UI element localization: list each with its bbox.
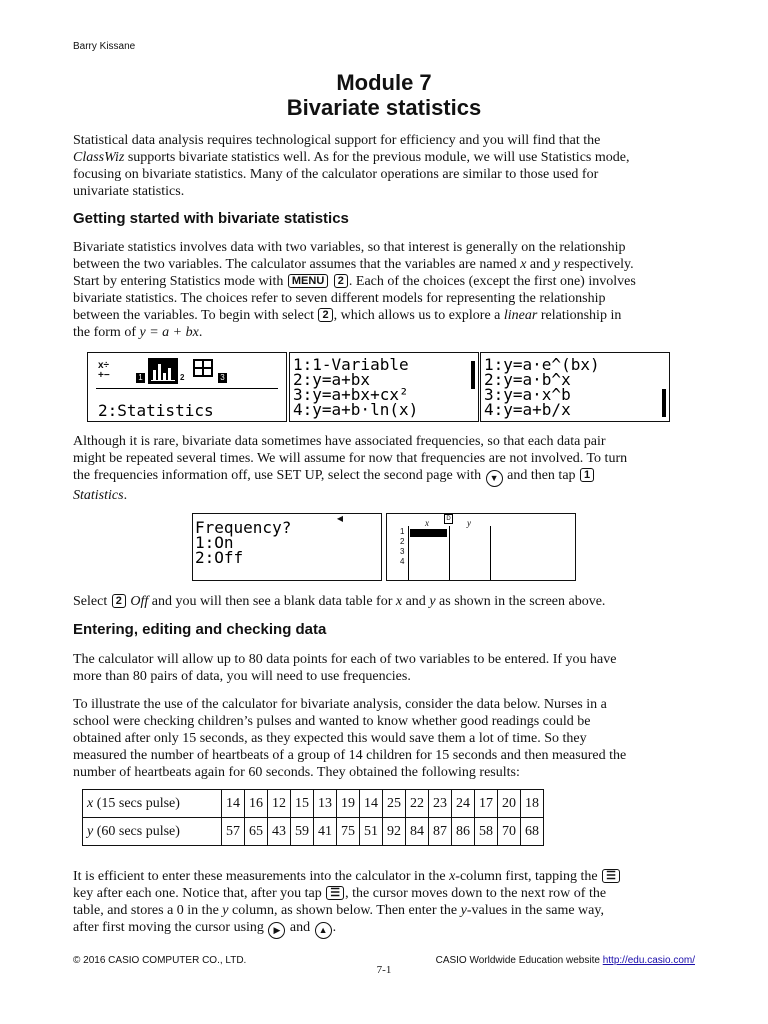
calc-screen-menu: [87, 352, 287, 422]
stat-type-item: 1:1-Variable: [293, 355, 409, 374]
table-cell-y: 65: [245, 818, 268, 846]
stat-type-item: 4:y=a+b/x: [484, 400, 571, 419]
table-cursor: [410, 529, 447, 537]
select-off-paragraph: Select 2 Off and you will then see a blank data table for x and y as shown in the screen above.: [73, 594, 606, 609]
equals-key-icon: ☰: [326, 886, 344, 900]
frequency-paragraph: Although it is rare, bivariate data sometimes have associated frequencies, so that each data pair might be repeated several times. We will assume for now that frequencies are not involved. To turn the frequencies information off, use SET UP, select the second page with ▼ and then tap 1 Statistics.: [73, 434, 628, 503]
section-heading-entering-data: Entering, editing and checking data: [73, 621, 327, 638]
author-name: Barry Kissane: [73, 41, 136, 52]
row-number: 3: [400, 547, 405, 556]
key-1-icon: 1: [580, 468, 594, 482]
row-label-y: y (60 secs pulse): [83, 818, 222, 846]
table-cell-x: 24: [452, 790, 475, 818]
scrollbar: [471, 361, 475, 389]
key-2-icon: 2: [318, 308, 332, 322]
scrollbar: [662, 389, 666, 417]
table-cell-x: 25: [383, 790, 406, 818]
degree-indicator: D: [444, 514, 453, 524]
table-cell-x: 23: [429, 790, 452, 818]
row-label-x: x (15 secs pulse): [83, 790, 222, 818]
getting-started-paragraph: Bivariate statistics involves data with two variables, so that interest is generally on the relationship between the two variables. The calculator assumes that the variables are named x and y respectively. Start by entering Statistics mode with MENU 2 . Each of the choices (except the first one) involves bivariate statistics. The choices refer to seven different models for representing the relationship between the variables. To begin with select 2 , which allows us to explore a linear relationship in the form of y = a + bx.: [73, 240, 636, 340]
down-arrow-key-icon: ▼: [486, 470, 503, 487]
stat-type-item: 1:y=a·e^(bx): [484, 355, 600, 374]
table-cell-y: 70: [498, 818, 521, 846]
stat-type-item: 2:y=a+bx: [293, 370, 371, 389]
table-cell-y: 59: [291, 818, 314, 846]
table-cell-y: 86: [452, 818, 475, 846]
calc-screen-frequency: [192, 513, 382, 581]
statistics-label: 2:Statistics: [98, 401, 214, 420]
table-cell-y: 41: [314, 818, 337, 846]
table-cell-x: 17: [475, 790, 498, 818]
row-number: 4: [400, 557, 405, 566]
right-arrow-key-icon: ▶: [268, 922, 285, 939]
menu-num-3: 3: [218, 373, 227, 383]
table-cell-x: 13: [314, 790, 337, 818]
table-cell-x: 12: [268, 790, 291, 818]
stat-type-item: 2:y=a·b^x: [484, 370, 571, 389]
spreadsheet-icon: [193, 359, 213, 377]
table-cell-x: 16: [245, 790, 268, 818]
stat-type-item: 3:y=a+bx+cx²: [293, 385, 409, 404]
table-row: [83, 790, 544, 818]
table-cell-x: 15: [291, 790, 314, 818]
stat-type-item: 3:y=a·x^b: [484, 385, 571, 404]
pulse-data-table: [82, 789, 544, 846]
key-2-icon: 2: [112, 594, 126, 608]
menu-num-1: 1: [136, 373, 145, 383]
table-header-x: x: [425, 518, 429, 528]
module-subtitle: Bivariate statistics: [286, 95, 482, 120]
up-arrow-key-icon: ▲: [315, 922, 332, 939]
calc-screen-stat-types-2: [480, 352, 670, 422]
table-cell-y: 68: [521, 818, 544, 846]
table-row: [83, 818, 544, 846]
pulse-study-paragraph: To illustrate the use of the calculator for bivariate analysis, consider the data below. Nurses in a school were checking children’s pulses and wanted to know whether good readings could be obtained after only 15 seconds, as they expected this would save them a lot of time. So they measured the number of heartbeats of a group of 14 children for 15 seconds and then measured the number of heartbeats again for 60 seconds. They obtained the following results:: [73, 697, 627, 780]
table-cell-x: 22: [406, 790, 429, 818]
page-number: 7-1: [376, 964, 392, 976]
table-cell-y: 51: [360, 818, 383, 846]
module-title: Module 7: [336, 70, 432, 95]
table-cell-y: 43: [268, 818, 291, 846]
table-cell-y: 87: [429, 818, 452, 846]
table-header-y: y: [467, 518, 471, 528]
website-link[interactable]: http://edu.casio.com/: [602, 955, 695, 966]
data-limit-paragraph: The calculator will allow up to 80 data points for each of two variables to be entered. If you have more than 80 pairs of data, you will need to use frequencies.: [73, 652, 617, 684]
table-cell-y: 92: [383, 818, 406, 846]
table-cell-y: 84: [406, 818, 429, 846]
stat-type-item: 4:y=a+b·ln(x): [293, 400, 419, 419]
menu-num-2: 2: [180, 373, 185, 382]
row-number: 2: [400, 537, 405, 546]
key-2-icon: 2: [334, 274, 348, 288]
section-heading-getting-started: Getting started with bivariate statistics: [73, 210, 349, 227]
equals-key-icon: ☰: [602, 869, 620, 883]
table-cell-y: 75: [337, 818, 360, 846]
table-cell-x: 19: [337, 790, 360, 818]
intro-paragraph: Statistical data analysis requires technological support for efficiency and you will find that the ClassWiz supports bivariate statistics well. As for the previous module, we will use Statistics mode, focusing on bivariate statistics. Many of the calculator operations are similar to those used for univariate statistics.: [73, 133, 630, 199]
menu-key-icon: MENU: [288, 274, 328, 288]
table-cell-x: 20: [498, 790, 521, 818]
table-cell-x: 14: [222, 790, 245, 818]
table-cell-y: 58: [475, 818, 498, 846]
math-icon: x÷ +−: [98, 360, 110, 381]
statistics-icon: [148, 358, 178, 384]
frequency-prompt: Frequency?: [195, 518, 292, 537]
entry-instructions-paragraph: It is efficient to enter these measurements into the calculator in the x-column first, tapping the ☰ key after each one. Notice that, after you tap ☰ , the cursor moves down to the next row of the table, and stores a 0 in the y column, as shown below. Then enter the y-values in the same way, after first moving the cursor using ▶ and ▲ .: [73, 868, 695, 939]
table-cell-y: 57: [222, 818, 245, 846]
row-number: 1: [400, 527, 405, 536]
frequency-option-off: 2:Off: [195, 548, 244, 567]
left-arrow-icon: ◀: [336, 514, 343, 523]
table-cell-x: 18: [521, 790, 544, 818]
table-cell-x: 14: [360, 790, 383, 818]
frequency-option-on: 1:On: [195, 533, 234, 552]
calc-screen-stat-types-1: [289, 352, 479, 422]
calc-screen-data-table: [386, 513, 576, 581]
footer-website: CASIO Worldwide Education website http://edu.casio.com/: [435, 955, 695, 966]
footer-copyright: © 2016 CASIO COMPUTER CO., LTD.: [73, 955, 247, 966]
